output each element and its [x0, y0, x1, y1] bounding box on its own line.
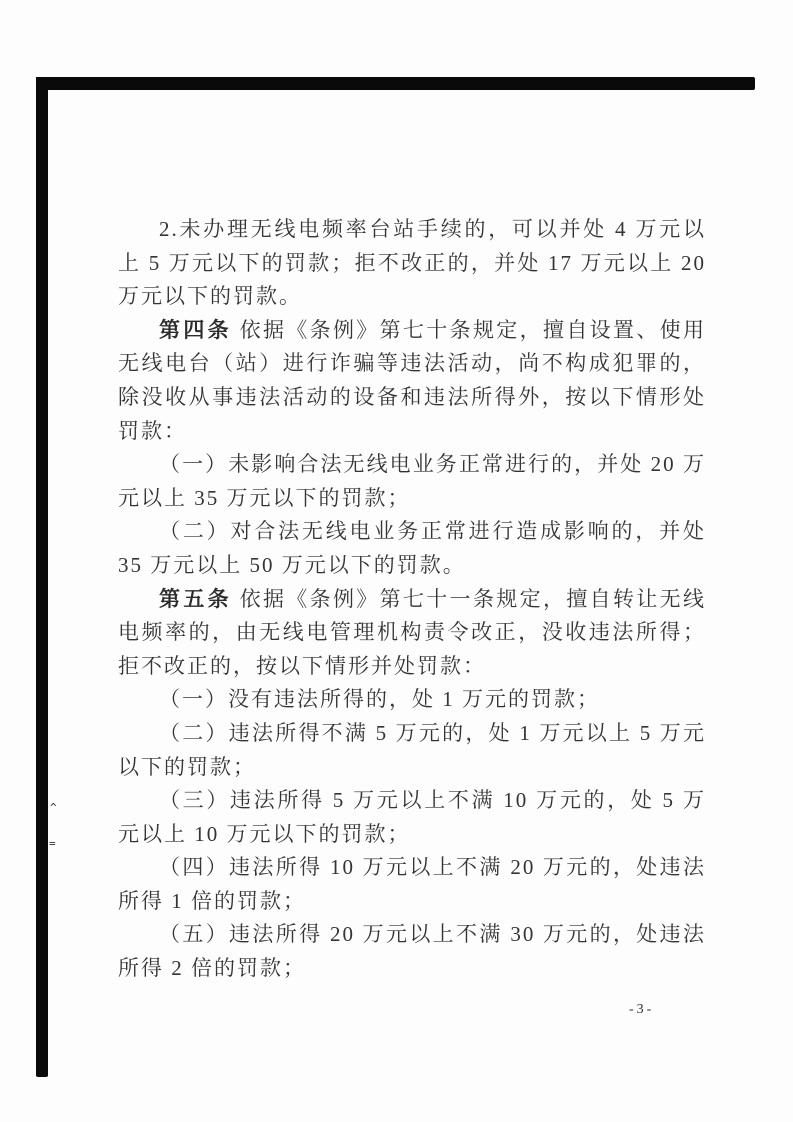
paragraph: （五）违法所得 20 万元以上不满 30 万元的，处违法所得 2 倍的罚款；: [118, 922, 706, 981]
scan-border-top: [36, 77, 755, 90]
scan-artifact-caret: ^: [50, 801, 57, 814]
paragraph: （四）违法所得 10 万元以上不满 20 万元的，处违法所得 1 倍的罚款；: [118, 855, 706, 913]
paragraph: （一）未影响合法无线电业务正常进行的，并处 20 万元以上 35 万元以下的罚款；: [118, 452, 706, 510]
scan-border-left: [36, 77, 48, 1077]
paragraph: （一）没有违法所得的，处 1 万元的罚款；: [159, 687, 600, 712]
scan-artifact-equals: =: [49, 837, 56, 850]
article-paragraph: 第四条 依据《条例》第七十条规定，擅自设置、使用无线电台（站）进行诈骗等违法活动，尚不构成犯罪的，除没收从事违法活动的设备和违法所得外，按以下情形处罚款：: [118, 317, 707, 443]
paragraph: （二）对合法无线电业务正常进行造成影响的，并处 35 万元以上 50 万元以下的罚款。: [118, 519, 706, 577]
document-body: [118, 213, 706, 986]
article-paragraph: 第五条 依据《条例》第七十一条规定，擅自转让无线电频率的，由无线电管理机构责令改正，没收违法所得；拒不改正的，按以下情形并处罚款：: [118, 586, 707, 678]
page-number: -3-: [629, 1002, 655, 1017]
paragraph: 2.未办理无线电频率台站手续的，可以并处 4 万元以上 5 万元以下的罚款；拒不改正的，并处 17 万元以上 20 万元以下的罚款。: [118, 217, 706, 309]
paragraph: （二）违法所得不满 5 万元的，处 1 万元以上 5 万元以下的罚款；: [118, 720, 706, 779]
article-number: 第四条: [159, 317, 233, 342]
article-number: 第五条: [159, 586, 233, 611]
paragraph: （三）违法所得 5 万元以上不满 10 万元的，处 5 万元以上 10 万元以下的罚款；: [118, 788, 706, 846]
